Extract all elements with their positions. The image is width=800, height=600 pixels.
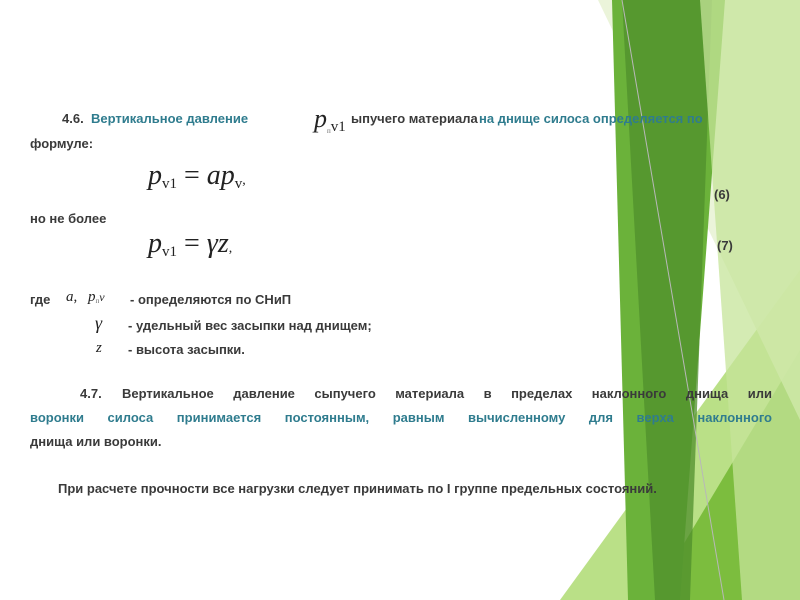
final-note: При расчете прочности все нагрузки следует принимать по I группе предельных состояний. bbox=[58, 481, 657, 496]
section-4-7-number: 4.7. bbox=[80, 386, 102, 401]
gamma-description: - удельный вес засыпки над днищем; bbox=[128, 318, 372, 333]
section-4-6-number: 4.6. bbox=[62, 111, 84, 126]
where-comma: , bbox=[73, 289, 78, 305]
section-4-6-continuation: формуле: bbox=[30, 136, 94, 151]
section-4-6-text-b: на днище силоса определяется по bbox=[479, 111, 703, 126]
equation-6 bbox=[148, 160, 246, 193]
where-p-v-symbol bbox=[88, 289, 105, 306]
where-p: p bbox=[88, 289, 96, 305]
no-more-than-text: но не более bbox=[30, 211, 107, 226]
symbol-p: p bbox=[314, 104, 327, 133]
eq6-comma: , bbox=[242, 173, 246, 188]
eq6-v-sub: v bbox=[234, 176, 243, 192]
section-4-7-line-2 bbox=[30, 410, 772, 425]
eq6-a: a bbox=[206, 160, 221, 191]
z-symbol: z bbox=[96, 340, 102, 356]
symbol-v1-sub: v1 bbox=[330, 119, 346, 135]
where-a-description: - определяются по СНиП bbox=[130, 292, 292, 307]
equation-7-number: (7) bbox=[717, 238, 733, 253]
eq6-p: p bbox=[148, 160, 162, 191]
where-a: a bbox=[66, 289, 74, 305]
where-v-sub: v bbox=[99, 290, 105, 304]
eq7-comma: , bbox=[228, 241, 233, 256]
equation-6-number: (6) bbox=[714, 187, 730, 202]
section-4-6-title: Вертикальное давление bbox=[91, 111, 249, 126]
formula-p-v1-inline bbox=[314, 104, 346, 136]
eq7-p: p bbox=[148, 228, 162, 259]
eq7-gamma: γ bbox=[206, 228, 218, 259]
eq6-p2: p bbox=[220, 160, 235, 191]
eq6-v1-sub: v1 bbox=[162, 176, 177, 192]
z-description: - высота засыпки. bbox=[128, 342, 245, 357]
where-a-symbol bbox=[66, 289, 77, 306]
eq6-equals: = bbox=[184, 160, 200, 191]
gamma-symbol: γ bbox=[95, 313, 103, 333]
section-4-6-text-a: ыпучего материала bbox=[351, 111, 478, 126]
eq7-equals: = bbox=[184, 228, 200, 259]
section-4-7-line-2-text: воронки силоса принимается постоянным, равным вычисленному для верха наклонного bbox=[30, 410, 772, 425]
eq7-v1-sub: v1 bbox=[162, 244, 177, 260]
where-word: где bbox=[30, 292, 51, 307]
equation-7 bbox=[148, 228, 232, 261]
section-4-7-line-1: Вертикальное давление сыпучего материала в пределах наклонного днища или bbox=[122, 386, 772, 401]
eq7-z: z bbox=[217, 228, 229, 259]
where-n-sub: п bbox=[95, 297, 100, 305]
symbol-n-sub: п bbox=[327, 127, 331, 135]
section-4-7-line-3: днища или воронки. bbox=[30, 434, 162, 449]
